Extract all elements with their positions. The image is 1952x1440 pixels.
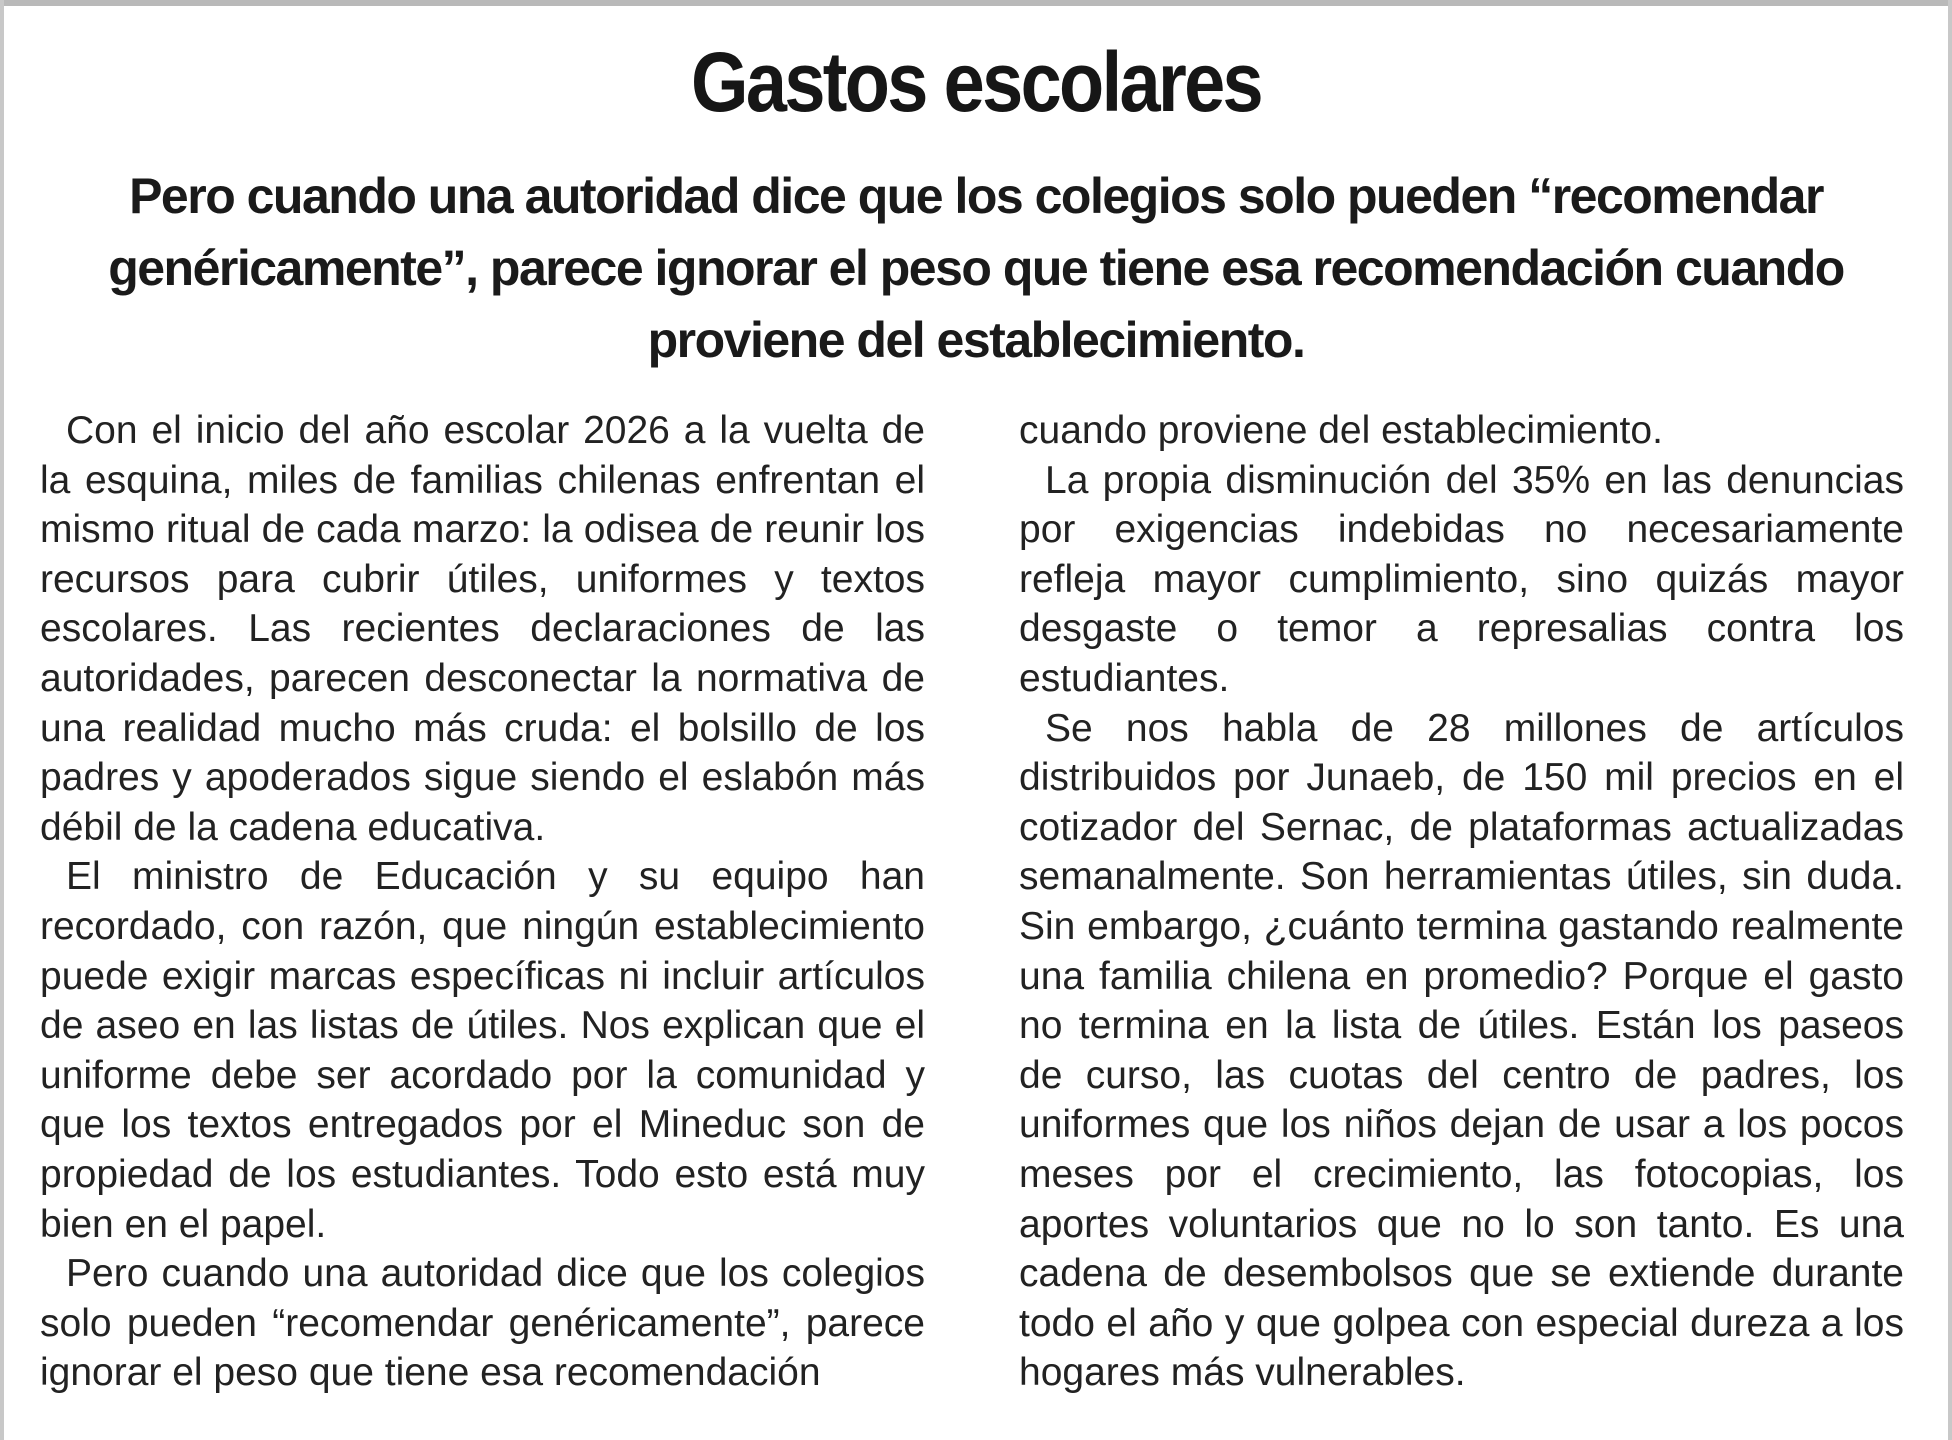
article-body: [40, 406, 1904, 1416]
left-border: [0, 0, 4, 1440]
headline: Gastos escolares: [690, 35, 1262, 129]
right-border: [1948, 0, 1952, 1440]
paragraph: Con el inicio del año escolar 2026 a la vuelta de la esquina, miles de familias chilenas enfrentan el mismo ritual de cada marzo: la odisea de reunir los recursos para cubrir útiles, uniformes y textos escolares. Las recientes declaraciones de las autoridades, parecen desconectar la normativa de una realidad mucho más cruda: el bolsillo de los padres y apoderados sigue siendo el eslabón más débil de la cadena educativa.: [40, 409, 925, 849]
subheadline: Pero cuando una autoridad dice que los colegios solo pueden “recomendar genéricamente”, parece ignorar el peso que tiene esa recomendación cuando proviene del establecimiento.: [108, 168, 1844, 368]
paragraph: Se nos habla de 28 millones de artículos distribuidos por Junaeb, de 150 mil precios en el cotizador del Sernac, de plataformas actualizadas semanalmente. Son herramientas útiles, sin duda. Sin embargo, ¿cuánto termina gastando realmente una familia chilena en promedio? Porque el gasto no termina en la lista de útiles. Están los paseos de curso, las cuotas del centro de padres, los uniformes que los niños dejan de usar a los pocos meses por el crecimiento, las fotocopias, los aportes voluntarios que no lo son tanto. Es una cadena de desembolsos que se extiende durante todo el año y que golpea con especial dureza a los hogares más vulnerables.: [1019, 706, 1904, 1395]
top-border: [0, 0, 1952, 6]
paragraph: La propia disminución del 35% en las denuncias por exigencias indebidas no necesariamente refleja mayor cumplimiento, sino quizás mayor desgaste o temor a represalias contra los estudiantes.: [1019, 458, 1904, 700]
column-right: [1019, 406, 1904, 1416]
column-left: [40, 406, 925, 1416]
paragraph-continuation: cuando proviene del establecimiento.: [1019, 409, 1663, 452]
paragraph: Pero cuando una autoridad dice que los colegios solo pueden “recomendar genéricamente”, parece ignorar el peso que tiene esa recomendación: [40, 1252, 925, 1395]
paragraph: El ministro de Educación y su equipo han recordado, con razón, que ningún establecimiento puede exigir marcas específicas ni incluir artículos de aseo en las listas de útiles. Nos explican que el uniforme debe ser acordado por la comunidad y que los textos entregados por el Mineduc son de propiedad de los estudiantes. Todo esto está muy bien en el papel.: [40, 855, 925, 1246]
